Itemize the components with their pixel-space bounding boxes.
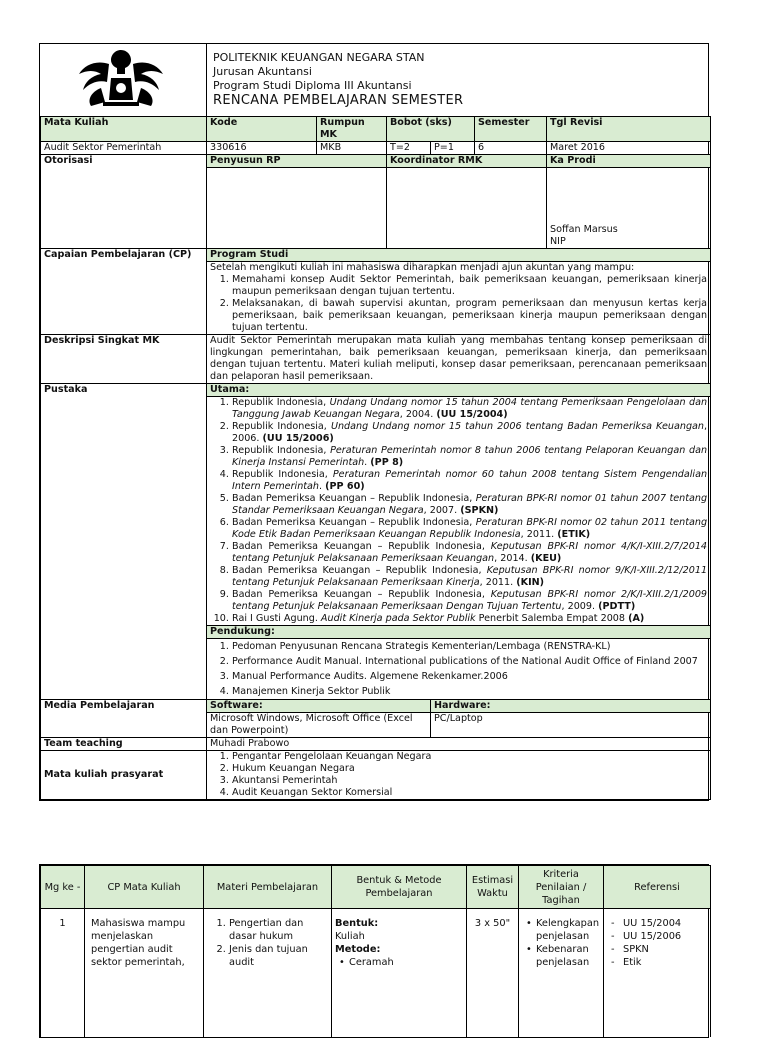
reference-item: 7. Badan Pemeriksa Keuangan – Republik Indonesia, Keputusan BPK-RI nomor 4/K/I-XIII.2/7/2014 tentang Petunjuk Pelaksanaan Pemeriksaan Keuangan, 2014. (KEU) [232, 541, 707, 565]
deskripsi-text: Audit Sektor Pemerintah merupakan mata kuliah yang membahas tentang konsep pemeriksaan di lingkungan pemerintahan, baik pemeriksaan keuangan, pemeriksaan kinerja, dan pemeriksaan dengan tujuan tertentu. Materi kuliah meliputi, konsep dasar pemeriksaan, perencanaan pemeriksaan dan pelaporan hasil pemeriksaan. [207, 335, 711, 384]
prasyarat-item: 4. Audit Keuangan Sektor Komersial [232, 787, 707, 799]
col-waktu: Estimasi Waktu [467, 866, 519, 909]
table-row [41, 909, 711, 1038]
pendukung-content [207, 639, 711, 700]
col-week: Mg ke - [41, 866, 85, 909]
course-bobot-p: P=1 [431, 142, 475, 155]
metode-list [335, 956, 463, 969]
kriteria-item: • Kebenaran penjelasan [536, 943, 600, 969]
week-number: 1 [41, 909, 85, 1038]
course-bobot-t: T=2 [387, 142, 431, 155]
referensi-list [607, 917, 707, 969]
reference-item: 2. Republik Indonesia, Undang Undang nomor 15 tahun 2006 tentang Badan Pemeriksa Keuangan, 2006. (UU 15/2006) [232, 421, 707, 445]
col-cp: CP Mata Kuliah [85, 866, 204, 909]
prasyarat-item: 3. Akuntansi Pemerintah [232, 775, 707, 787]
rps-document [39, 43, 709, 801]
referensi-cell [604, 909, 711, 1038]
cp-intro: Setelah mengikuti kuliah ini mahasiswa diharapkan menjadi ajun akuntan yang mampu: [210, 262, 635, 273]
materi-item: 1. Pengertian dan dasar hukum [229, 917, 328, 943]
reference-item: 1. Pedoman Penyusunan Rencana Strategis Kementerian/Lembaga (RENSTRA-KL) [232, 639, 707, 654]
label-revisi: Tgl Revisi [547, 117, 711, 142]
referensi-item: - UU 15/2006 [623, 930, 707, 943]
prasyarat-list [210, 751, 707, 799]
cp-cell: Mahasiswa mampu menjelaskan pengertian audit sektor pemerintah, [85, 909, 204, 1038]
kriteria-item: • Kelengkapan penjelasan [536, 917, 600, 943]
kriteria-list [522, 917, 600, 969]
pendukung-label: Pendukung: [207, 626, 711, 639]
label-semester: Semester [475, 117, 547, 142]
team-value: Muhadi Prabowo [207, 738, 711, 751]
team-label: Team teaching [41, 738, 207, 751]
pustaka-label: Pustaka [41, 384, 207, 700]
prasyarat-item: 2. Hukum Keuangan Negara [232, 763, 707, 775]
institution-logo-icon [41, 44, 201, 112]
media-label: Media Pembelajaran [41, 700, 207, 738]
reference-item: 3. Manual Performance Audits. Algemene Rekenkamer.2006 [232, 669, 707, 684]
koordinator-label: Koordinator RMK [387, 155, 547, 168]
software-label: Software: [207, 700, 431, 713]
materi-list [207, 917, 328, 969]
reference-item: 6. Badan Pemeriksa Keuangan – Republik Indonesia, Peraturan BPK-RI nomor 02 tahun 2011 tentang Kode Etik Badan Pemeriksaan Keuangan Republik Indonesia, 2011. (ETIK) [232, 517, 707, 541]
reference-item: 9. Badan Pemeriksa Keuangan – Republik Indonesia, Keputusan BPK-RI nomor 2/K/I-XIII.2/1/2009 tentang Petunjuk Pelaksanaan Pemeriksaan Dengan Tujuan Tertentu, 2009. (PDTT) [232, 589, 707, 613]
cp-content [207, 262, 711, 335]
kaprodi-label: Ka Prodi [547, 155, 711, 168]
label-rumpun: Rumpun MK [317, 117, 387, 142]
utama-label: Utama: [207, 384, 711, 397]
reference-item: 3. Republik Indonesia, Peraturan Pemerintah nomor 8 tahun 2006 tentang Pelaporan Keuangan dan Kinerja Instansi Pemerintah. (PP 8) [232, 445, 707, 469]
metode-item: • Ceramah [349, 956, 463, 969]
cp-item: 1. Memahami konsep Audit Sektor Pemerintah, baik pemeriksaan keuangan, pemeriksaan kinerja maupun pemeriksaan dengan tujuan tertentu. [232, 274, 707, 298]
referensi-item: - SPKN [623, 943, 707, 956]
label-kode: Kode [207, 117, 317, 142]
referensi-item: - Etik [623, 956, 707, 969]
reference-item: 2. Performance Audit Manual. International publications of the National Audit Office of Finland 2007 [232, 654, 707, 669]
kaprodi-nip: NIP [550, 236, 566, 247]
penyusun-signature [207, 168, 387, 249]
software-value: Microsoft Windows, Microsoft Office (Excel dan Powerpoint) [207, 713, 431, 738]
materi-cell [204, 909, 332, 1038]
reference-item: 1. Republik Indonesia, Undang Undang nomor 15 tahun 2004 tentang Pemeriksaan Pengelolaan dan Tanggung Jawab Keuangan Negara, 2004. (UU 15/2004) [232, 397, 707, 421]
kriteria-cell [519, 909, 604, 1038]
cp-sub-label: Program Studi [207, 249, 711, 262]
course-name: Audit Sektor Pemerintah [41, 142, 207, 155]
waktu-cell: 3 x 50" [467, 909, 519, 1038]
header-text [207, 44, 711, 117]
col-materi: Materi Pembelajaran [204, 866, 332, 909]
reference-item: 10. Rai I Gusti Agung. Audit Kinerja pada Sektor Publik Penerbit Salemba Empat 2008 (A) [232, 613, 707, 625]
program-name: Program Studi Diploma III Akuntansi [213, 79, 412, 92]
col-referensi: Referensi [604, 866, 711, 909]
metode-label: Metode: [335, 944, 381, 955]
prasyarat-content [207, 751, 711, 800]
bentuk-label: Bentuk: [335, 918, 379, 929]
utama-list [210, 397, 707, 625]
kaprodi-name: Soffan Marsus [550, 224, 618, 235]
pendukung-list [210, 639, 707, 699]
cp-list [210, 274, 707, 334]
reference-item: 4. Republik Indonesia, Peraturan Pemerintah nomor 60 tahun 2008 tentang Sistem Pengendalian Intern Pemerintah. (PP 60) [232, 469, 707, 493]
course-rumpun: MKB [317, 142, 387, 155]
prasyarat-item: 1. Pengantar Pengelolaan Keuangan Negara [232, 751, 707, 763]
materi-item: 2. Jenis dan tujuan audit [229, 943, 328, 969]
hardware-label: Hardware: [431, 700, 711, 713]
kaprodi-signature [547, 168, 711, 249]
document-title: RENCANA PEMBELAJARAN SEMESTER [213, 93, 464, 108]
prasyarat-label: Mata kuliah prasyarat [41, 751, 207, 800]
label-mata-kuliah: Mata Kuliah [41, 117, 207, 142]
bentuk-value: Kuliah [335, 931, 365, 942]
reference-item: 4. Manajemen Kinerja Sektor Publik [232, 684, 707, 699]
penyusun-label: Penyusun RP [207, 155, 387, 168]
reference-item: 5. Badan Pemeriksa Keuangan – Republik Indonesia, Peraturan BPK-RI nomor 01 tahun 2007 tentang Standar Pemeriksaan Keuangan Negara, 2007. (SPKN) [232, 493, 707, 517]
otorisasi-label: Otorisasi [41, 155, 207, 249]
koordinator-signature [387, 168, 547, 249]
course-revisi: Maret 2016 [547, 142, 711, 155]
bentuk-cell [332, 909, 467, 1038]
schedule-table [39, 864, 709, 1038]
institution-name: POLITEKNIK KEUANGAN NEGARA STAN [213, 51, 425, 64]
course-code: 330616 [207, 142, 317, 155]
hardware-value: PC/Laptop [431, 713, 711, 738]
cp-label: Capaian Pembelajaran (CP) [41, 249, 207, 335]
col-kriteria: Kriteria Penilaian / Tagihan [519, 866, 604, 909]
utama-content [207, 397, 711, 626]
deskripsi-label: Deskripsi Singkat MK [41, 335, 207, 384]
reference-item: 8. Badan Pemeriksa Keuangan – Republik Indonesia, Keputusan BPK-RI nomor 9/K/I-XIII.2/12/2011 tentang Petunjuk Pelaksanaan Pemeriksaan Kinerja, 2011. (KIN) [232, 565, 707, 589]
col-bentuk: Bentuk & Metode Pembelajaran [332, 866, 467, 909]
cp-item: 2. Melaksanakan, di bawah supervisi akuntan, program pemeriksaan dan menyusun kertas kerja pemeriksaan, baik pemeriksaan keuangan, pemeriksaan kinerja maupun pemeriksaan dengan tujuan tertentu. [232, 298, 707, 334]
logo-cell [41, 44, 207, 117]
department-name: Jurusan Akuntansi [213, 65, 312, 78]
label-bobot: Bobot (sks) [387, 117, 475, 142]
course-semester: 6 [475, 142, 547, 155]
referensi-item: - UU 15/2004 [623, 917, 707, 930]
